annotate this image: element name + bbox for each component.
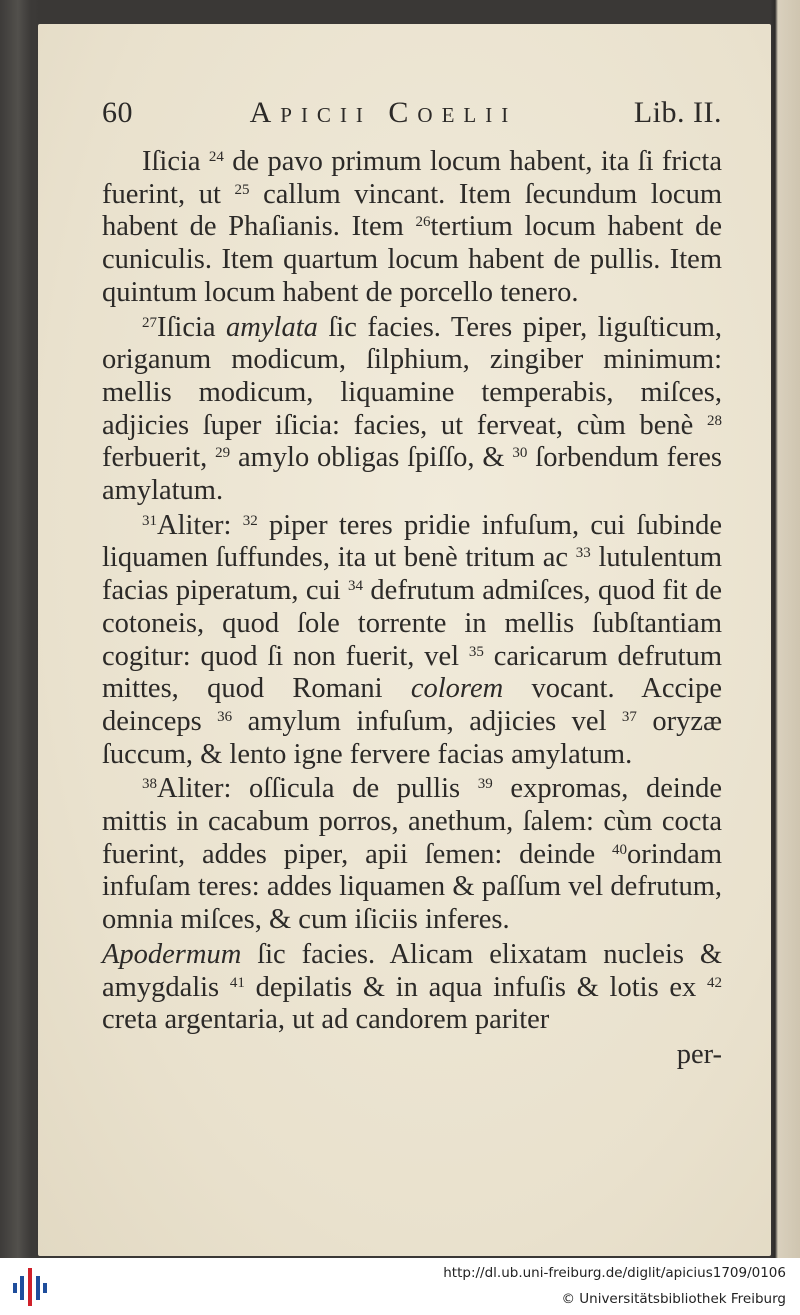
footnote-marker: 29 bbox=[215, 445, 231, 462]
text-run: Iſicia bbox=[157, 311, 227, 343]
text-run: depilatis & in aqua infuſis & lotis ex bbox=[244, 971, 707, 1003]
paragraph bbox=[102, 939, 722, 1037]
text-run: piper teres pridie infuſum, cui ſubinde liquamen ſuffundes, ita ut benè tritum ac bbox=[102, 509, 722, 574]
footnote-marker: 37 bbox=[621, 708, 637, 725]
footnote-marker: 39 bbox=[477, 776, 493, 793]
text-run: lutulentum facias piperatum, cui bbox=[102, 542, 722, 607]
page-text-block bbox=[102, 96, 722, 1071]
footnote-marker: 25 bbox=[234, 181, 250, 198]
text-run: orindam infuſam teres: addes liquamen & paſſum vel defrutum, omnia miſces, & cum iſiciis inferes. bbox=[102, 838, 722, 936]
catchword: per- bbox=[676, 1038, 722, 1070]
text-run: vocant. Accipe deinceps bbox=[102, 673, 722, 737]
body-text bbox=[102, 146, 722, 1037]
text-run: Aliter: bbox=[157, 509, 243, 541]
footnote-marker: 40 bbox=[612, 841, 628, 858]
text-run: ferbuerit, bbox=[102, 442, 216, 474]
book-label: Lib. II. bbox=[633, 96, 722, 129]
text-run: amylo obligas ſpiſſo, & bbox=[230, 442, 513, 474]
italic-term: Apodermum bbox=[102, 938, 242, 970]
footnote-marker: 35 bbox=[468, 643, 484, 660]
copyright-notice: © Universitätsbibliothek Freiburg bbox=[561, 1291, 786, 1307]
text-run: creta argentaria, ut ad candorem pariter bbox=[102, 1004, 550, 1036]
text-run: oryzæ ſuccum, & lento igne fervere facias amylatum. bbox=[102, 705, 722, 770]
text-run: callum vincant. Item ſecundum locum habent de Phaſianis. Item bbox=[102, 178, 722, 243]
footnote-marker: 32 bbox=[242, 512, 258, 529]
footnote-marker: 38 bbox=[142, 776, 157, 793]
footnote-marker: 41 bbox=[229, 974, 245, 991]
footnote-marker: 34 bbox=[348, 578, 364, 595]
footnote-marker: 26 bbox=[415, 214, 431, 231]
running-head: Apicii Coelii bbox=[249, 96, 518, 129]
library-logo-icon bbox=[10, 1266, 50, 1308]
text-run: tertium locum habent de cuniculis. Item quartum locum habent de pullis. Item quintum locum habent de porcello tenero. bbox=[102, 211, 722, 308]
text-run: amylum infuſum, adjicies vel bbox=[232, 705, 622, 737]
text-run: ſorbendum feres amylatum. bbox=[102, 442, 722, 507]
text-run: defrutum admiſces, quod fit de cotoneis, quod ſole torrente in mellis ſubſtantiam cogitur: quod ſi non fuerit, vel bbox=[102, 575, 722, 672]
footnote-marker: 36 bbox=[217, 708, 233, 725]
footnote-marker: 27 bbox=[142, 314, 157, 331]
paragraph bbox=[102, 510, 722, 772]
text-run: ſic facies. Alicam elixatam nucleis & amygdalis bbox=[102, 938, 722, 1003]
paragraph bbox=[102, 312, 722, 508]
footnote-marker: 30 bbox=[512, 445, 528, 462]
footnote-marker: 31 bbox=[142, 512, 157, 529]
italic-term: colorem bbox=[410, 673, 504, 705]
text-run: Aliter: oſſicula de pullis bbox=[157, 773, 478, 805]
footnote-marker: 24 bbox=[208, 149, 224, 165]
paragraph bbox=[102, 146, 722, 310]
footnote-marker: 28 bbox=[707, 412, 722, 429]
text-run: Iſicia bbox=[142, 146, 209, 177]
footnote-marker: 33 bbox=[575, 545, 591, 562]
text-run: expromas, deinde mittis in cacabum porros, anethum, ſalem: cùm cocta fuerint, addes piper, apii ſemen: deinde bbox=[102, 773, 722, 870]
text-run: ſic facies. Teres piper, liguſticum, origanum modicum, ſilphium, zingiber minimum: mellis modicum, liquamine temperabis, miſces, adjicies ſuper iſicia: facies, ut ferveat, cùm benè bbox=[102, 311, 723, 441]
source-url[interactable]: http://dl.ub.uni-freiburg.de/diglit/apicius1709/0106 bbox=[443, 1265, 786, 1281]
page-header bbox=[102, 96, 722, 146]
text-run: caricarum defrutum mittes, quod Romani bbox=[102, 640, 722, 705]
page-number: 60 bbox=[102, 96, 133, 129]
book-page bbox=[38, 24, 771, 1256]
text-run: de pavo primum locum habent, ita ſi fricta fuerint, ut bbox=[102, 146, 722, 210]
footnote-marker: 42 bbox=[707, 974, 722, 991]
italic-term: amylata bbox=[226, 311, 318, 343]
footer-bar bbox=[0, 1258, 800, 1315]
paragraph bbox=[102, 773, 722, 937]
